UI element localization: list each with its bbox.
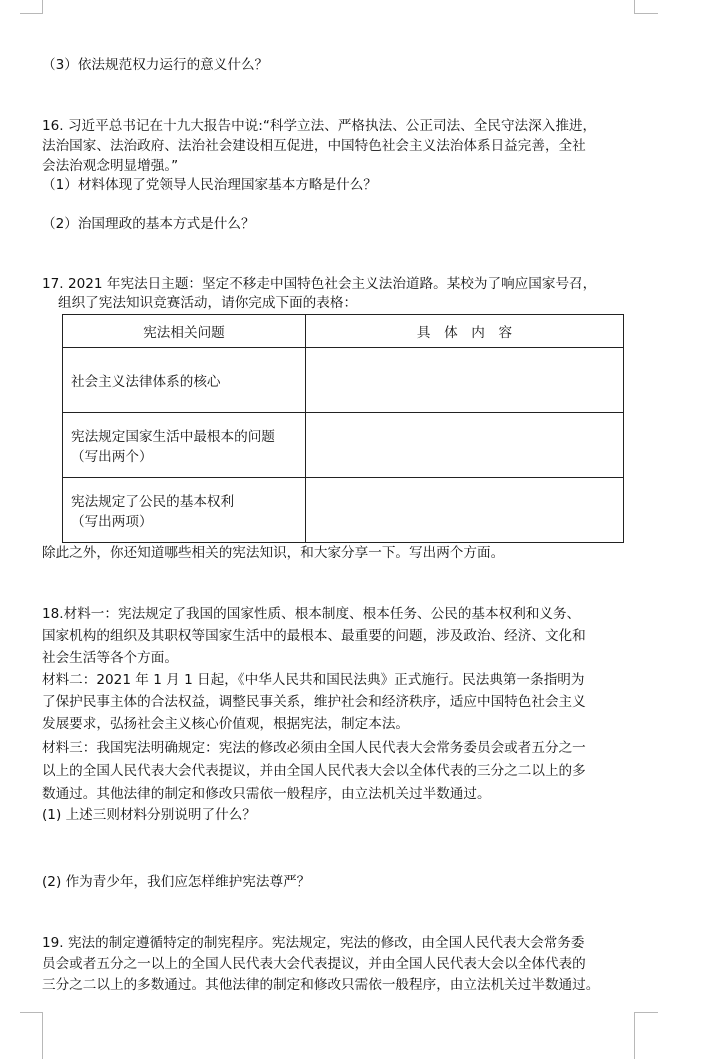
q18-material2-line3: 发展要求，弘扬社会主义核心价值观，根据宪法，制定本法。 — [42, 716, 410, 732]
q19-line2: 员会或者五分之一以上的全国人民代表大会代表提议，并由全国人民代表大会以全体代表的 — [42, 956, 586, 972]
crop-mark-bottom-left-v — [42, 1012, 43, 1059]
table-cell-answer-blank[interactable] — [306, 348, 624, 413]
q18-material1-line3: 社会生活等各个方面。 — [42, 650, 178, 666]
q18-material1-line2: 国家机构的组织及其职权等国家生活中的最根本、最重要的问题，涉及政治、经济、文化和 — [42, 628, 586, 644]
table-row — [63, 413, 624, 478]
q16-stem-line1: 16. 习近平总书记在十九大报告中说:“科学立法、严格执法、公正司法、全民守法深入推进， — [42, 118, 597, 134]
table-row — [63, 348, 624, 413]
q19-line3: 三分之二以上的多数通过。其他法律的制定和修改只需依一般程序，由立法机关过半数通过。 — [42, 977, 600, 993]
crop-mark-top-left-v — [42, 0, 43, 14]
q18-material3-line1: 材料三：我国宪法明确规定：宪法的修改必须由全国人民代表大会常务委员会或者五分之一 — [42, 740, 586, 756]
table-cell-question — [63, 348, 306, 413]
q18-material3-line2: 以上的全国人民代表大会代表提议，并由全国人民代表大会以全体代表的三分之二以上的多 — [42, 763, 586, 779]
q16-part1: （1）材料体现了党领导人民治理国家基本方略是什么？ — [42, 177, 377, 193]
crop-mark-top-right-h — [634, 13, 658, 14]
q15-part3: （3）依法规范权力运行的意义什么？ — [42, 57, 269, 73]
q18-material2-line2: 了保护民事主体的合法权益，调整民事关系，维护社会和经济秩序，适应中国特色社会主义 — [42, 694, 586, 710]
row-hint: （写出两个） — [71, 449, 153, 465]
crop-mark-bottom-right-v — [634, 1012, 635, 1059]
q16-stem-line3: 会法治观念明显增强。” — [42, 158, 179, 174]
q18-part1: (1) 上述三则材料分别说明了什么？ — [42, 807, 256, 823]
q16-stem-line2: 法治国家、法治政府、法治社会建设相互促进，中国特色社会主义法治体系日益完善，全社 — [42, 138, 586, 154]
row-label: 宪法规定国家生活中最根本的问题 — [71, 429, 275, 445]
q16-part2: （2）治国理政的基本方式是什么？ — [42, 216, 255, 232]
table-header-content: 具 体 内 容 — [306, 315, 624, 348]
crop-mark-bottom-right-h — [634, 1012, 658, 1013]
table-header-row — [63, 315, 624, 348]
q18-material3-line3: 数通过。其他法律的制定和修改只需依一般程序，由立法机关过半数通过。 — [42, 786, 491, 802]
q17-stem-line1: 17. 2021 年宪法日主题：坚定不移走中国特色社会主义法治道路。某校为了响应国家号召， — [42, 276, 597, 292]
row-label: 社会主义法律体系的核心 — [71, 374, 221, 390]
constitution-knowledge-table — [62, 314, 624, 543]
crop-mark-top-right-v — [634, 0, 635, 14]
table-cell-question — [63, 478, 306, 543]
q18-material1-line1: 18.材料一：宪法规定了我国的国家性质、根本制度、根本任务、公民的基本权利和义务、 — [42, 606, 581, 622]
crop-mark-top-left-h — [20, 13, 42, 14]
q19-line1: 19. 宪法的制定遵循特定的制宪程序。宪法规定，宪法的修改，由全国人民代表大会常务委 — [42, 935, 585, 951]
row-hint: （写出两项） — [71, 514, 153, 530]
table-row — [63, 478, 624, 543]
q18-part2: (2) 作为青少年，我们应怎样维护宪法尊严？ — [42, 874, 311, 890]
q17-followup: 除此之外，你还知道哪些相关的宪法知识，和大家分享一下。写出两个方面。 — [42, 545, 505, 561]
q17-stem-line2: 组织了宪法知识竞赛活动，请你完成下面的表格： — [58, 295, 358, 311]
q18-material2-line1: 材料二：2021 年 1 月 1 日起，《中华人民共和国民法典》正式施行。民法典第一条指明为 — [42, 672, 585, 688]
crop-mark-bottom-left-h — [20, 1012, 42, 1013]
table-cell-answer-blank[interactable] — [306, 413, 624, 478]
row-label: 宪法规定了公民的基本权利 — [71, 494, 235, 510]
table-cell-question — [63, 413, 306, 478]
table-cell-answer-blank[interactable] — [306, 478, 624, 543]
table-header-question: 宪法相关问题 — [63, 315, 306, 348]
